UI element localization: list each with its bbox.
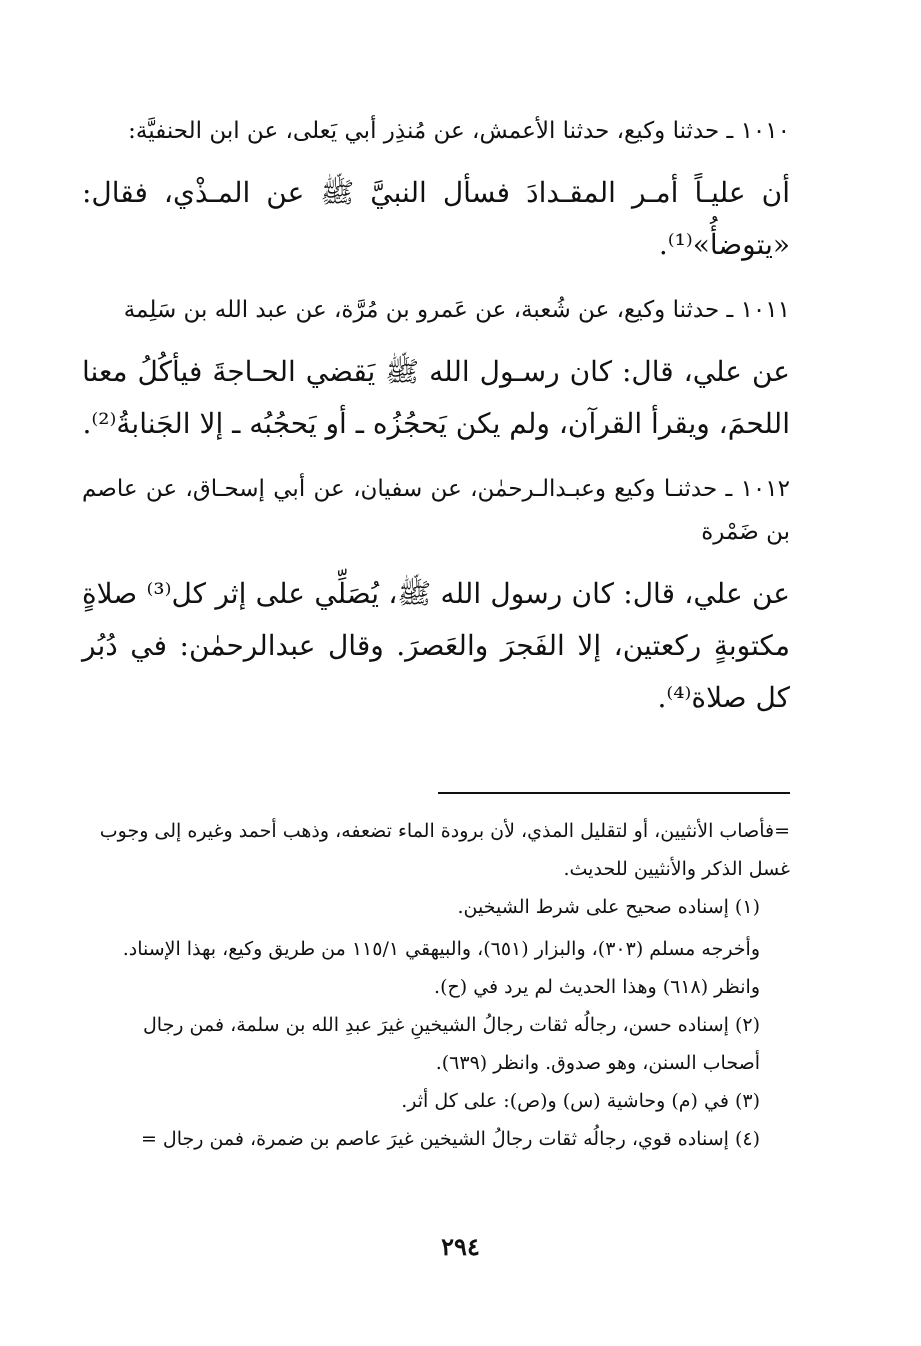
hadith-1012-matn: عن علي، قال: كان رسول الله ﷺ، يُصَلِّي على إثر كل⁽³⁾ صلاةٍ مكتوبةٍ ركعتين، إلا الفَجرَ والعَصرَ. وقال عبدالرحمٰن: في دُبُر كل صلاة⁽⁴⁾.: [82, 577, 790, 714]
footnote-4: (٤) إسناده قوي، رجالُه ثقات رجالُ الشيخين غيرَ عاصم بن ضمرة، فمن رجال =: [140, 1128, 760, 1150]
footnotes: [82, 812, 790, 1158]
main-text: [82, 110, 790, 724]
hadith-1011-isnad: ١٠١١ ـ حدثنا وكيع، عن شُعبة، عن عَمرو بن مُرَّة، عن عبد الله بن سَلِمة: [123, 297, 790, 323]
footnote-1-detail: وأخرجه مسلم (٣٠٣)، والبزار (٦٥١)، والبيهقي ١١٥/١ من طريق وكيع، بهذا الإسناد. وانظر (٦١٨) وهذا الحديث لم يرد في (ح).: [122, 938, 760, 998]
hadith-1011-matn: عن علي، قال: كان رسـول الله ﷺ يَقضي الحـاجةَ فيأكُلُ معنا اللحمَ، ويقرأ القرآن، ولم يكن يَحجُزُه ـ أو يَحجُبُه ـ إلا الجَنابةُ⁽²⁾.: [82, 355, 790, 440]
page-number: ٢٩٤: [441, 1232, 480, 1261]
footnote-2: (٢) إسناده حسن، رجالُه ثقات رجالُ الشيخينِ غيرَ عبدِ الله بن سلمة، فمن رجال أصحاب السنن، وهو صدوق. وانظر (٦٣٩).: [142, 1014, 760, 1074]
footnote-divider: [438, 792, 790, 794]
hadith-1012-isnad: ١٠١٢ ـ حدثنـا وكيع وعبـدالـرحمٰن، عن سفيان، عن أبي إسحـاق، عن عاصم بن ضَمْرة: [82, 476, 790, 545]
footnote-continuation: =فأصاب الأنثيين، أو لتقليل المذي، لأن برودة الماء تضعفه، وذهب أحمد وغيره إلى وجوب غسل الذكر والأنثيين للحديث.: [99, 820, 790, 880]
footnote-3: (٣) في (م) وحاشية (س) و(ص): على كل أثر.: [401, 1090, 760, 1112]
hadith-1010-matn: أن عليـاً أمـر المقـدادَ فسأل النبيَّ ﷺ عن المـذْي، فقال: «يتوضأُ»⁽¹⁾.: [82, 176, 790, 261]
footnote-1: (١) إسناده صحيح على شرط الشيخين.: [457, 896, 760, 918]
hadith-1010-isnad: ١٠١٠ ـ حدثنا وكيع، حدثنا الأعمش، عن مُنذِر أبي يَعلى، عن ابن الحنفيَّة:: [128, 118, 790, 144]
